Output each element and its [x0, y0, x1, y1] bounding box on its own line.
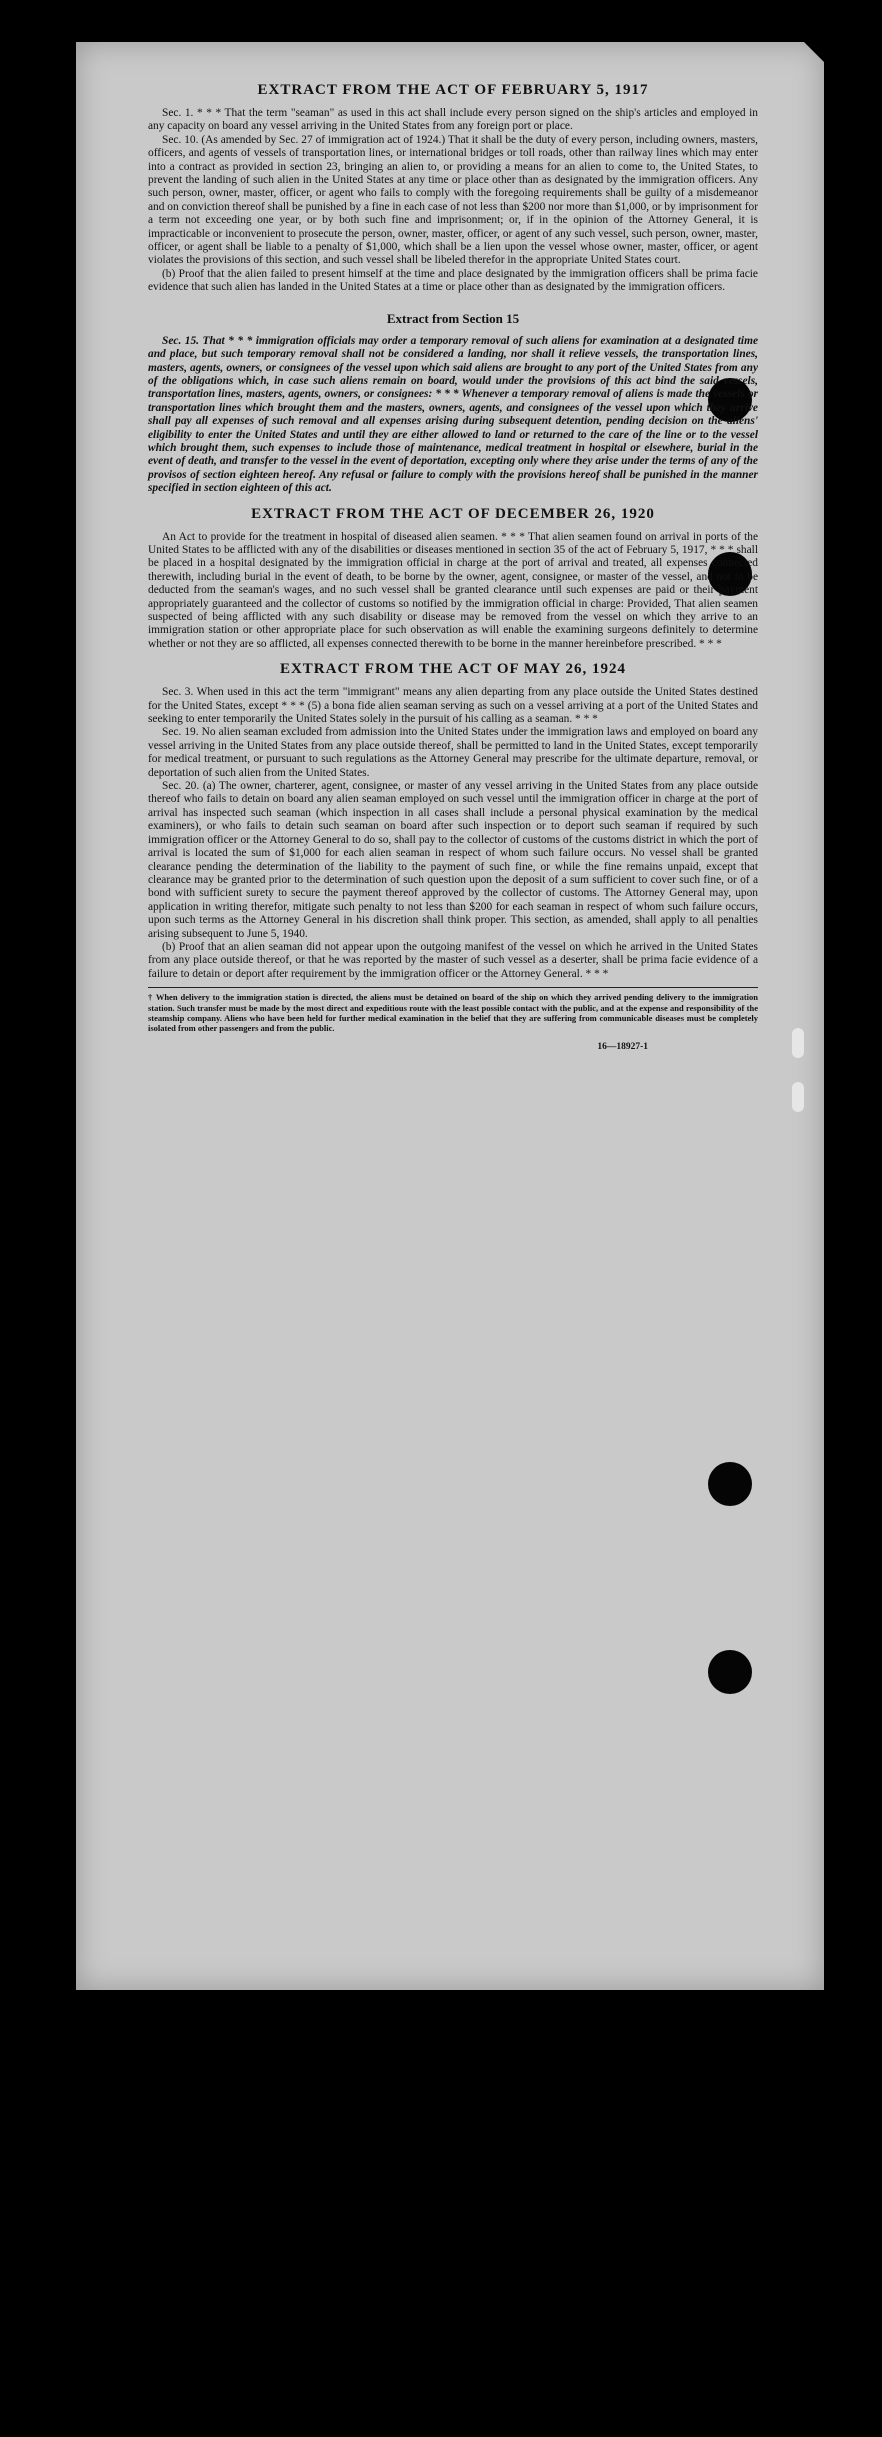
document-page: [76, 42, 824, 1990]
form-code: 16—18927-1: [597, 1041, 648, 1052]
paragraph-act-1920: An Act to provide for the treatment in hospital of diseased alien seamen. * * * That alien seamen found on arrival in ports of the United States to be afflicted with any of the disabilities or diseases mentioned in section 35 of the act of February 5, 1917, * * * shall be placed in a hospital designated by the immigration official in charge at the port of arrival and treated, all expenses connected therewith, including burial in the event of death, to be borne by the owner, agent, consignee, or master of the vessel, and not to be deducted from the seaman's wages, and no such vessel shall be granted clearance until such expenses are paid or their payment appropriately guaranteed and the collector of customs so notified by the immigration official in charge: Provided, That alien seamen suspected of being afflicted with any such disability or disease may be removed from the vessel on which they arrive to an immigration station or other appropriate place for such observation as will enable the examining surgeons definitely to determine whether or not they are so afflicted, all expenses connected therewith to be borne in the manner hereinbefore prescribed. * * *: [148, 530, 758, 650]
paragraph-sec20a: Sec. 20. (a) The owner, charterer, agent, consignee, or master of any vessel arriving in the United States from any place outside thereof who fails to detain on board any alien seaman employed on such vessel until the immigration officer in charge at the port of arrival has inspected such seaman (which inspection in all cases shall include a personal physical examination by the medical examiners), or who fails to detain such seaman on board after such inspection or to deport such seaman if required by such immigration officer or the Attorney General to do so, shall pay to the collector of customs of the customs district in which the port of arrival is located the sum of $1,000 for each alien seaman in respect of whom such failure occurs. No vessel shall be granted clearance pending the determination of the liability to the payment of such fine, or while the fine remains unpaid, except that clearance may be granted prior to the determination of such question upon the deposit of a sum sufficient to cover such fine, or of a bond with sufficient surety to secure the payment thereof approved by the collector of customs. The Attorney General may, upon application in writing therefor, mitigate such penalty to not less than $200 for each seaman in respect of whom such failure occurs, upon such terms as the Attorney General in his discretion shall think proper. This section, as amended, shall apply to all penalties arising subsequent to June 5, 1940.: [148, 780, 758, 940]
paragraph-sec1: Sec. 1. * * * That the term "seaman" as used in this act shall include every person signed on the ship's articles and employed in any capacity on board any vessel arriving in the United States from any foreign port or place.: [148, 107, 758, 133]
heading-act-1920: EXTRACT FROM THE ACT OF DECEMBER 26, 1920: [251, 505, 655, 522]
paragraph-sec10: Sec. 10. (As amended by Sec. 27 of immigration act of 1924.) That it shall be the duty of every person, including owners, masters, officers, and agents of vessels of transportation lines, or international bridges or toll roads, other than railway lines which may enter into a contract as provided in section 23, bringing an alien to, or providing a means for an alien to come to, the United States, to prevent the landing of such alien in the United States at any time or place other than as designated by the immigration officers. Any such person, owner, master, officer, or agent who fails to comply with the foregoing requirements shall be guilty of a misdemeanor and on conviction thereof shall be punished by a fine in each case of not less than $200 nor more than $1,000, or by imprisonment for a term not exceeding one year, or by both such fine and imprisonment; or, if in the opinion of the Attorney General, it is impracticable or inconvenient to prosecute the person, owner, master, officer, or agent of any such vessel, such person, owner, master, officer, or agent shall be liable to a penalty of $1,000, which shall be a lien upon the vessel whose owner, master, officer, or agent violates the provisions of this section, and such vessel shall be libeled therefor in the appropriate United States court.: [148, 133, 758, 267]
paragraph-sec10b: (b) Proof that the alien failed to present himself at the time and place designated by the immigration officers shall be prima facie evidence that such alien has landed in the United States at a time or place other than as designated by the immigration officers.: [148, 267, 758, 294]
footnote: † When delivery to the immigration station is directed, the aliens must be detained on board of the ship on which they arrived pending delivery to the immigration station. Such transfer must be made by the most direct and expeditious route with the least possible contact with the public, and at the expense and responsibility of the steamship company. Aliens who have been held for further medical examination in the belief that they are suffering from communicable diseases must be completely isolated from other passengers and from the public.: [148, 987, 758, 1034]
paragraph-sec20b: (b) Proof that an alien seaman did not appear upon the outgoing manifest of the vessel on which he arrived in the United States from any place outside thereof, or that he was reported by the master of such vessel as a deserter, shall be prima facie evidence of a failure to detain or deport after requirement by the immigration officer or the Attorney General. * * *: [148, 940, 758, 980]
paragraph-sec15: Sec. 15. That * * * immigration officials may order a temporary removal of such aliens for examination at a designated time and place, but such temporary removal shall not be considered a landing, nor shall it relieve vessels, the transportation lines, masters, agents, owners, or consignees of the vessel upon which said aliens are brought to any port of the United States from any of the obligations which, in case such aliens remain on board, would under the provisions of this act bind the said vessels, transportation lines, masters, agents, owners, or consignees: * * * Whenever a temporary removal of aliens is made the vessels or transportation lines which brought them and the masters, owners, agents, and consignees of the vessel upon which they arrive shall pay all expenses of such removal and all expenses arising during subsequent detention, pending decision on the aliens' eligibility to enter the United States and until they are either allowed to land or returned to the care of the line or to the vessel which brought them, such expenses to include those of maintenance, medical treatment in hospital or elsewhere, burial in the event of death, and transfer to the vessel in the event of deportation, excepting only where they arise under the terms of any of the provisos of section eighteen hereof. Any refusal or failure to comply with the provisions hereof shall be punished in the manner specified in section eighteen of this act.: [148, 334, 758, 495]
document-body: [148, 82, 758, 1052]
binding-tab: [792, 1028, 804, 1058]
paragraph-sec3: Sec. 3. When used in this act the term "immigrant" means any alien departing from any place outside the United States destined for the United States, except * * * (5) a bona fide alien seaman serving as such on a vessel arriving at a port of the United States and seeking to enter temporarily the United States solely in the pursuit of his calling as a seaman. * * *: [148, 686, 758, 726]
punch-hole: [708, 1650, 752, 1694]
heading-act-1917: EXTRACT FROM THE ACT OF FEBRUARY 5, 1917: [257, 82, 649, 98]
heading-section-15: Extract from Section 15: [386, 310, 520, 326]
paragraph-sec19: Sec. 19. No alien seaman excluded from admission into the United States under the immigration laws and employed on board any vessel arriving in the United States from any place outside thereof, shall be permitted to land in the United States, except temporarily for medical treatment, or pursuant to such regulations as the Attorney General may prescribe for the ultimate departure, removal, or deportation of such alien from the United States.: [148, 726, 758, 779]
binding-tab: [792, 1082, 804, 1112]
punch-hole: [708, 1462, 752, 1506]
heading-act-1924: EXTRACT FROM THE ACT OF MAY 26, 1924: [279, 661, 627, 678]
